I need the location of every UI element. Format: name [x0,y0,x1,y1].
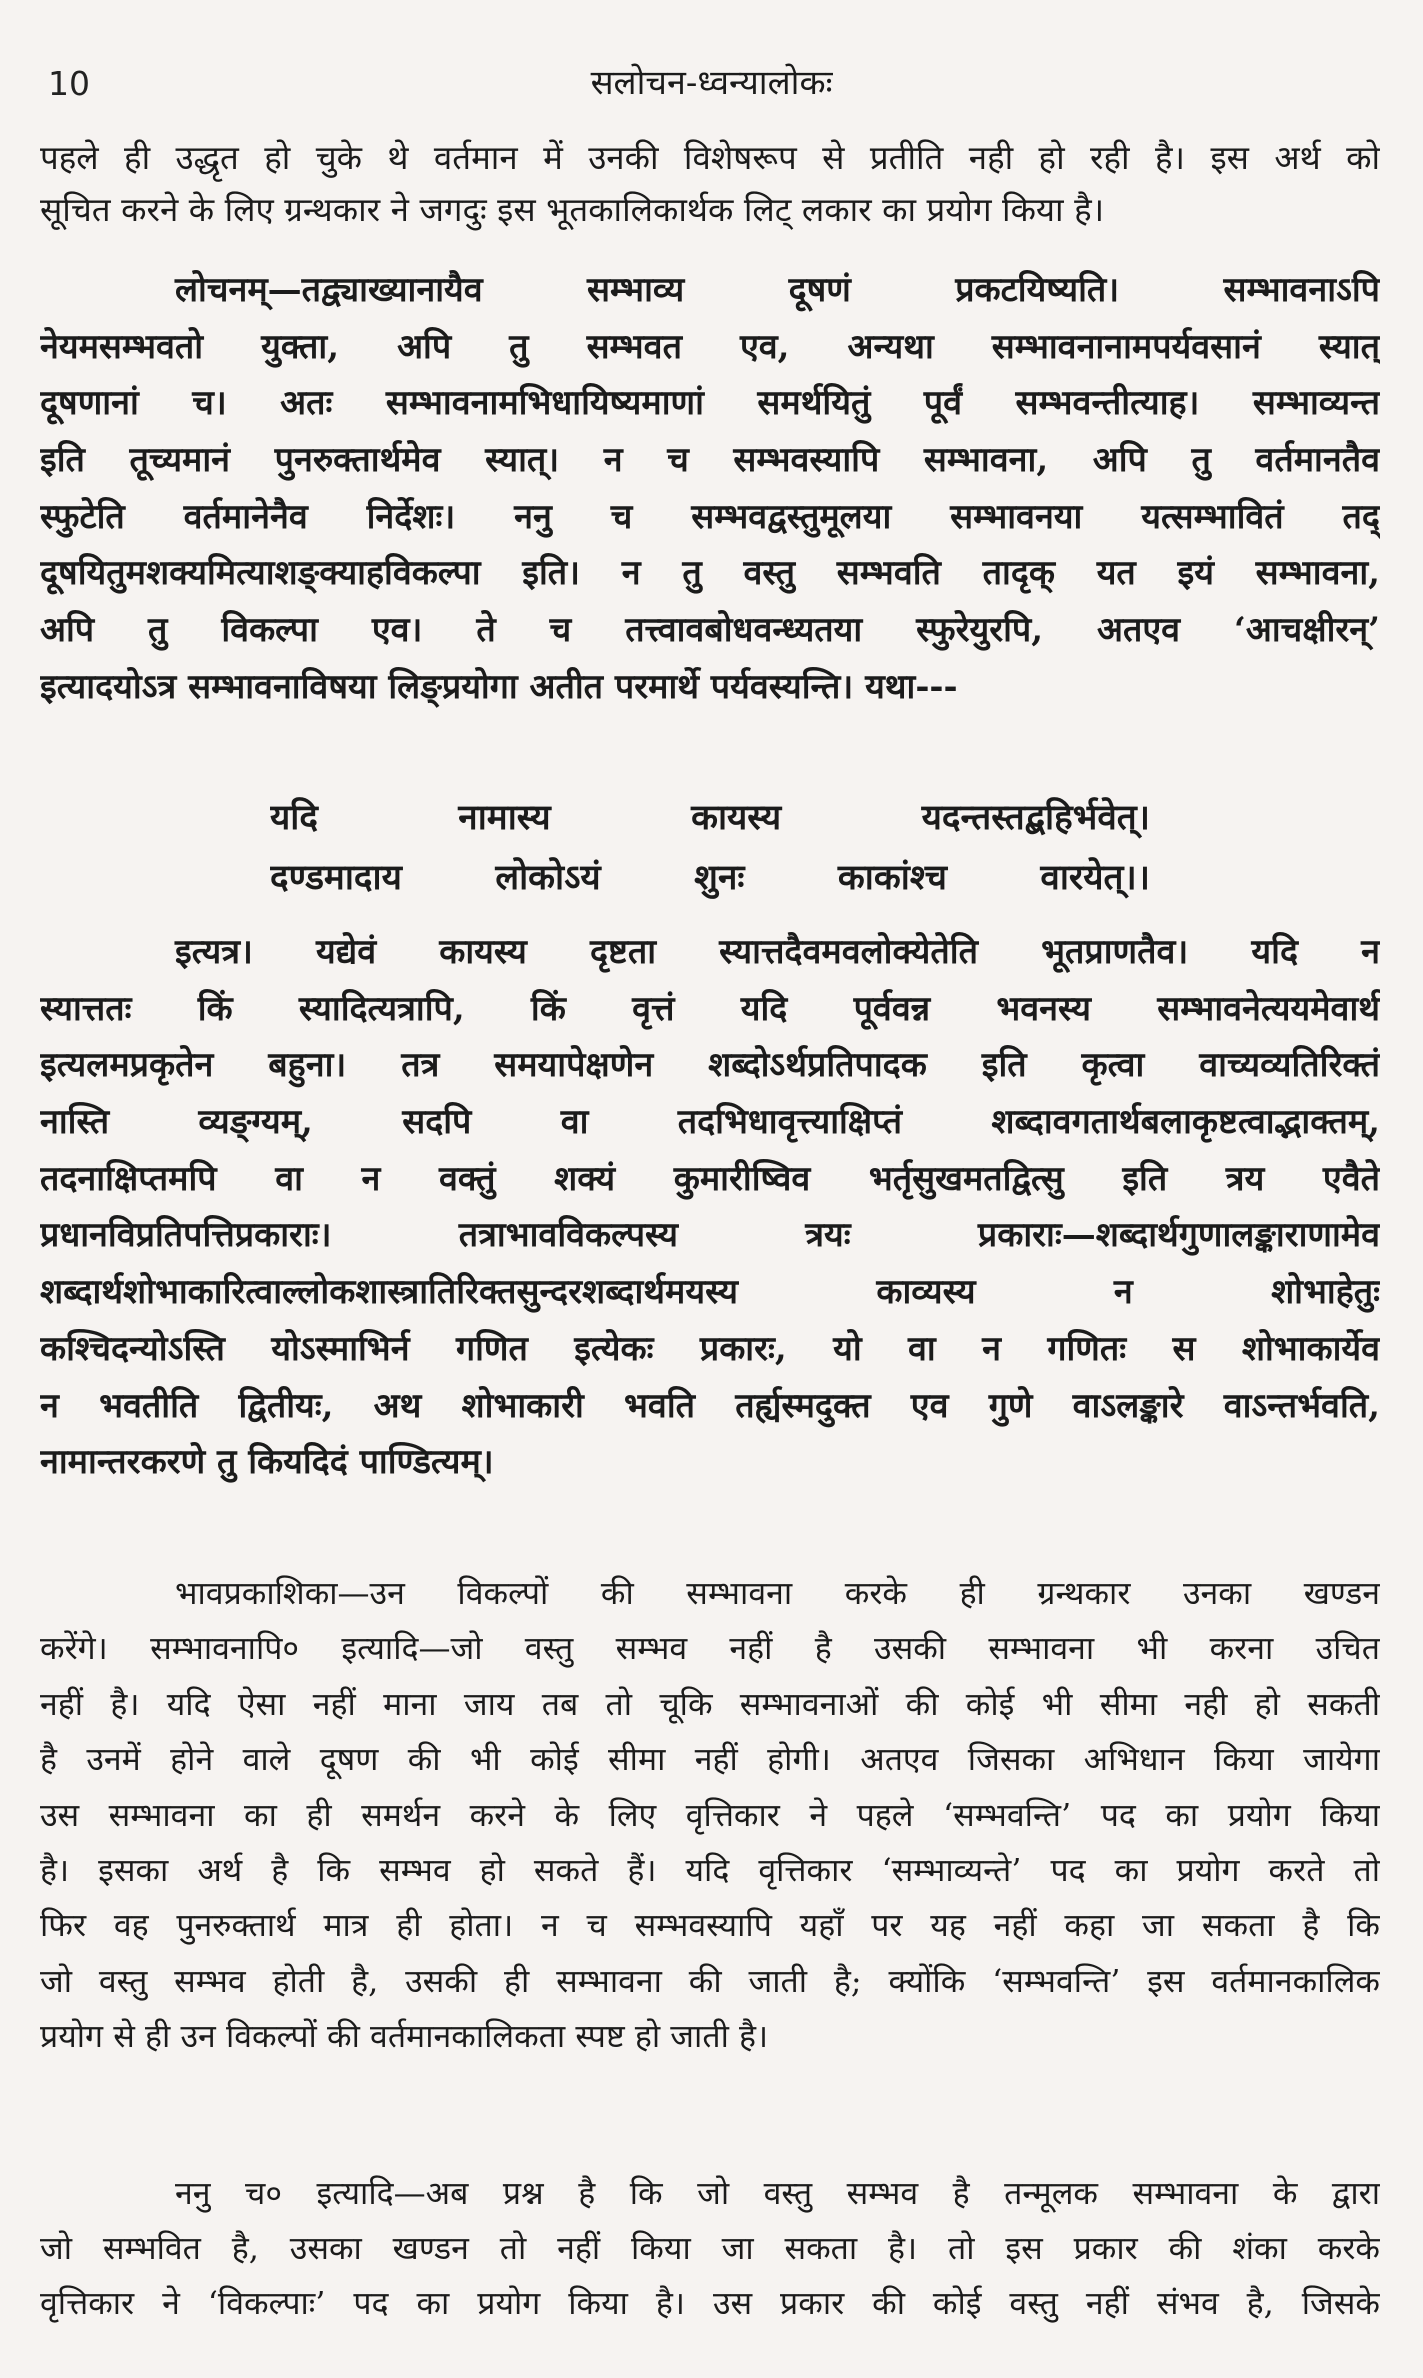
text-line: इत्यत्र। यद्येवं कायस्य दृष्टता स्यात्तदैवमवलोक्येतेति भूतप्राणतैव। यदि न [175,932,1380,972]
running-title: सलोचन-ध्वन्यालोकः [590,63,833,103]
text-line: प्रधानविप्रतिपत्तिप्रकाराः। तत्राभावविकल्पस्य त्रयः प्रकाराः—शब्दार्थगुणालङ्काराणामेव [40,1215,1380,1256]
text-line: ननु च० इत्यादि—अब प्रश्न है कि जो वस्तु सम्भव है तन्मूलक सम्भावना के द्वारा [175,2174,1380,2212]
text-line: जो सम्भवित है, उसका खण्डन तो नहीं किया जा सकता है। तो इस प्रकार की शंका करके [40,2229,1380,2267]
page-number: 10 [48,64,90,103]
verse-block [270,788,1150,908]
text-line: वृत्तिकार ने ‘विकल्पाः’ पद का प्रयोग किया है। उस प्रकार की कोई वस्तु नहीं संभव है, जिसके [40,2284,1380,2322]
text-line: नेयमसम्भवतो युक्ता, अपि तु सम्भवत एव, अन्यथा सम्भावनानामपर्यवसानं स्यात् [40,326,1380,367]
text-line: नास्ति व्यङ्ग्यम्, सदपि वा तदभिधावृत्त्याक्षिप्तं शब्दावगतार्थबलाकृष्टत्वाद्भाक्तम्, [40,1102,1380,1143]
text-line: दूषणानां च। अतः सम्भावनामभिधायिष्यमाणां समर्थयितुं पूर्वं सम्भवन्तीत्याह। सम्भाव्यन्त [40,383,1380,424]
text-line: फिर वह पुनरुक्तार्थ मात्र ही होता। न च सम्भवस्यापि यहाँ पर यह नहीं कहा जा सकता है कि [40,1906,1380,1945]
text-line: स्फुटेति वर्तमानेनैव निर्देशः। ननु च सम्भवद्वस्तुमूलया सम्भावनया यत्सम्भावितं तद् [40,496,1380,537]
commentary-paragraph [40,1566,1380,2065]
verse-line: दण्डमादाय लोकोऽयं शुनः काकांश्च वारयेत्।। [270,857,1150,898]
text-line: भावप्रकाशिका—उन विकल्पों की सम्भावना करके ही ग्रन्थकार उनका खण्डन [175,1574,1380,1612]
text-line: सूचित करने के लिए ग्रन्थकार ने जगदुः इस भूतकालिकार्थक लिट् लकार का प्रयोग किया है। [40,190,1105,229]
text-line: अपि तु विकल्पा एव। ते च तत्त्वावबोधवन्ध्यतया स्फुरेयुरपि, अतएव ‘आचक्षीरन्’ [40,610,1380,651]
text-line: उस सम्भावना का ही समर्थन करने के लिए वृत्तिकार ने पहले ‘सम्भवन्ति’ पद का प्रयोग किया [40,1795,1380,1834]
commentary-paragraph-2 [40,2166,1380,2331]
text-line: दूषयितुमशक्यमित्याशङ्क्याहविकल्पा इति। न तु वस्तु सम्भवति तादृक् यत इयं सम्भावना, [40,553,1380,594]
text-line: लोचनम्—तद्व्याख्यानायैव सम्भाव्य दूषणं प्रकटयिष्यति। सम्भावनाऽपि [175,270,1380,310]
sanskrit-paragraph [40,924,1380,1491]
text-line: करेंगे। सम्भावनापि० इत्यादि—जो वस्तु सम्भव नहीं है उसकी सम्भावना भी करना उचित [40,1629,1380,1668]
locana-paragraph [40,262,1380,716]
text-line: नामान्तरकरणे तु कियदिदं पाण्डित्यम्। [40,1442,494,1483]
text-line: इत्यलमप्रकृतेन बहुना। तत्र समयापेक्षणेन शब्दोऽर्थप्रतिपादक इति कृत्वा वाच्यव्यतिरिक्तं [40,1045,1380,1086]
text-line: है। इसका अर्थ है कि सम्भव हो सकते हैं। यदि वृत्तिकार ‘सम्भाव्यन्ते’ पद का प्रयोग करते तो [40,1850,1380,1889]
text-line: कश्चिदन्योऽस्ति योऽस्माभिर्न गणित इत्येकः प्रकारः, यो वा न गणितः स शोभाकार्येव [40,1328,1380,1369]
text-line: है उनमें होने वाले दूषण की भी कोई सीमा नहीं होगी। अतएव जिसका अभिधान किया जायेगा [40,1740,1380,1779]
text-line: न भवतीति द्वितीयः, अथ शोभाकारी भवति तर्ह्यस्मदुक्त एव गुणे वाऽलङ्कारे वाऽन्तर्भवति, [40,1385,1380,1426]
text-line: पहले ही उद्धृत हो चुके थे वर्तमान में उनकी विशेषरूप से प्रतीति नही हो रही है। इस अर्थ को [40,138,1380,177]
text-line: शब्दार्थशोभाकारित्वाल्लोकशास्त्रातिरिक्तसुन्दरशब्दार्थमयस्य काव्यस्य न शोभाहेतुः [40,1272,1380,1313]
text-line: प्रयोग से ही उन विकल्पों की वर्तमानकालिकता स्पष्ट हो जाती है। [40,2017,769,2056]
text-line: इत्यादयोऽत्र सम्भावनाविषया लिङ्प्रयोगा अतीत परमार्थे पर्यवस्यन्ति। यथा--- [40,666,958,707]
page-header [40,58,1383,114]
text-line: इति तूच्यमानं पुनरुक्तार्थमेव स्यात्। न च सम्भवस्यापि सम्भावना, अपि तु वर्तमानतैव [40,440,1380,481]
text-line: नहीं है। यदि ऐसा नहीं माना जाय तब तो चूकि सम्भावनाओं की कोई भी सीमा नही हो सकती [40,1684,1380,1723]
text-line: तदनाक्षिप्तमपि वा न वक्तुं शक्यं कुमारीष्विव भर्तृसुखमतद्वित्सु इति त्रय एवैते [40,1158,1380,1199]
verse-line: यदि नामास्य कायस्य यदन्तस्तद्बहिर्भवेत्। [270,797,1150,838]
text-line: स्यात्ततः किं स्यादित्यत्रापि, किं वृत्तं यदि पूर्ववन्न भवनस्य सम्भावनेत्ययमेवार्थ [40,988,1380,1029]
text-line: जो वस्तु सम्भव होती है, उसकी ही सम्भावना की जाती है; क्योंकि ‘सम्भवन्ति’ इस वर्तमानकालिक [40,1961,1380,2000]
intro-paragraph [40,132,1380,236]
